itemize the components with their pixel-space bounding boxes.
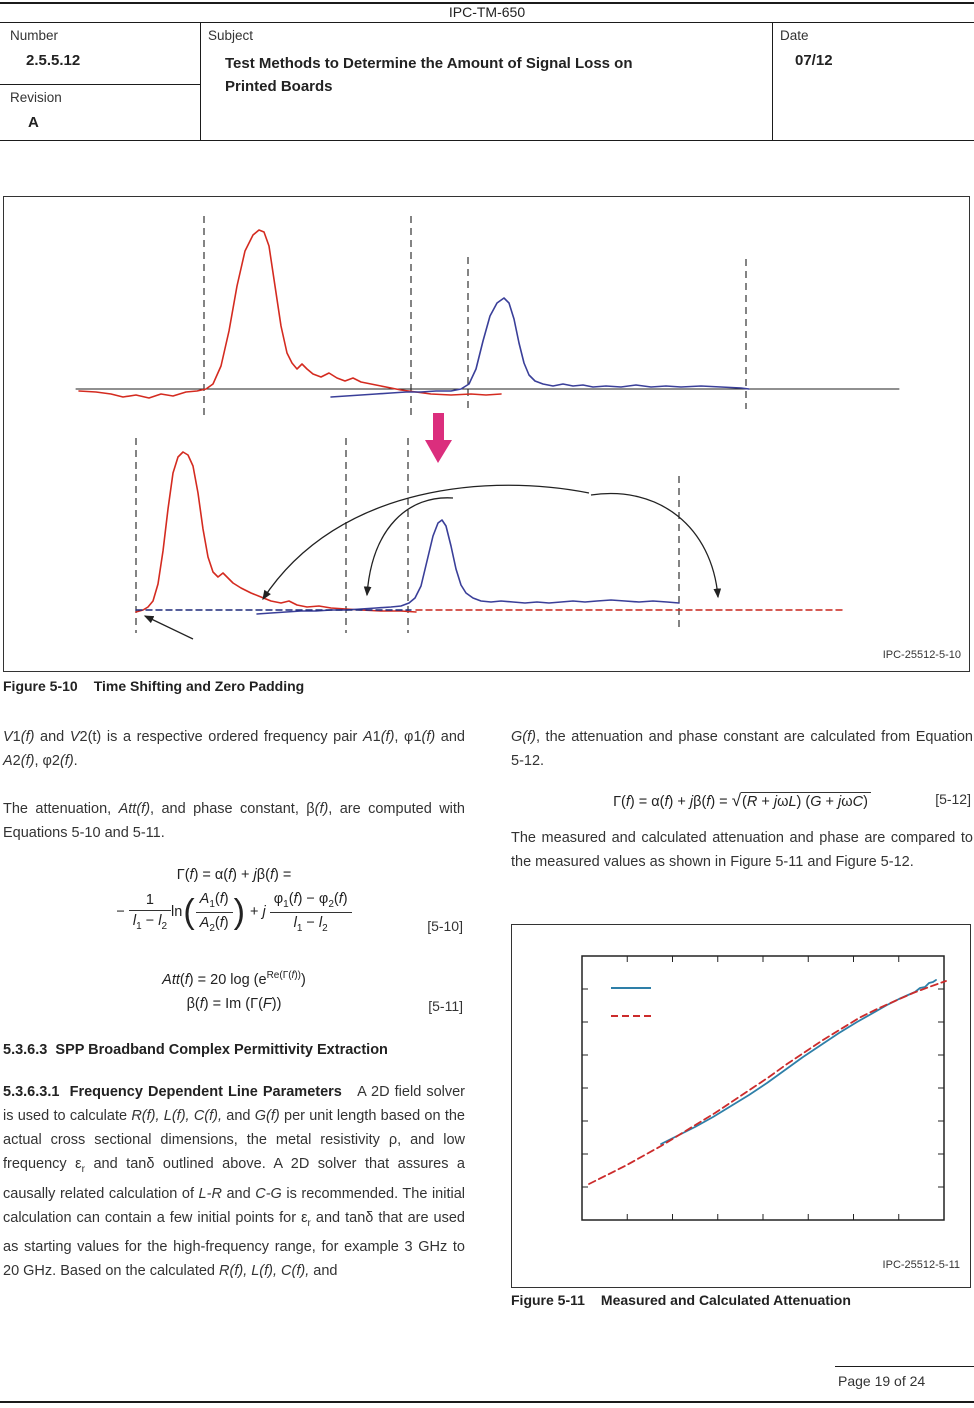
figure-5-10-box <box>3 196 970 672</box>
equation-5-11 <box>3 964 465 1016</box>
page-number: Page 19 of 24 <box>838 1373 926 1389</box>
paragraph-gf: G(f), the attenuation and phase constant are calculated from Equation 5-12. <box>511 729 973 769</box>
number-value: 2.5.5.12 <box>26 52 81 69</box>
figure-5-10-watermark: IPC-25512-5-10 <box>882 649 961 661</box>
figure-5-11-watermark: IPC-25512-5-11 <box>882 1259 960 1271</box>
time-shift-arrow <box>425 413 452 463</box>
subject-label: Subject <box>208 28 254 43</box>
page-bottom-rule <box>0 1401 974 1403</box>
paragraph-line-parameters <box>3 1080 465 1284</box>
footer-rule <box>835 1366 974 1367</box>
equation-5-12 <box>511 789 973 814</box>
shift-arc-middle <box>367 498 453 595</box>
shift-arc-left <box>263 485 589 599</box>
revision-value: A <box>28 114 39 131</box>
figure-5-11-caption <box>511 1292 851 1308</box>
header-divider-right <box>772 22 773 140</box>
header-title-rule <box>0 22 974 23</box>
figure-5-10-caption-title: Time Shifting and Zero Padding <box>93 678 305 694</box>
figure-5-10-caption <box>3 678 304 694</box>
equation-5-12-line1: Γ(f) = α(f) + jβ(f) = √(R + jωL) (G + jωC) <box>511 789 973 814</box>
date-label: Date <box>780 28 809 43</box>
paragraph-line-parameters-text: A 2D field solver is used to calculate R(f), L(f), C(f), and G(f) per unit length based on the actual cross sectional dimensions, the metal resistivity ρ, and low frequency $\varepsilon_r$ and tanδ outlined above. A 2D solver that assures a causally related calculation of L-R and C-G is recommended. The initial calculation can contain a few initial points for $\varepsilon_r$ and tanδ that are used as starting values for the high-frequency range, for example 3 GHz to 20 GHz. Based on the calculated R(f), L(f), C(f), and <box>3 1083 466 1280</box>
number-label: Number <box>10 28 59 43</box>
figure-5-11-caption-label: Figure 5-11 <box>511 1292 585 1308</box>
red-pulse-top <box>79 230 501 398</box>
subject-line-2: Printed Boards <box>225 78 333 95</box>
equation-5-10-line1: Γ(f) = α(f) + jβ(f) = <box>176 867 292 883</box>
blue-pulse-bottom <box>257 520 679 614</box>
measured-attenuation <box>661 980 936 1144</box>
shift-arc-right <box>591 494 718 597</box>
equation-5-11-tag: [5-11] <box>428 997 463 1014</box>
plot-frame <box>582 956 944 1220</box>
equation-5-10-tag: [5-10] <box>427 917 463 934</box>
paragraph-attenuation: The attenuation, Att(f), and phase constant, β(f), are computed with Equations 5-10 and 5-11. <box>3 801 465 841</box>
equation-5-12-tag: [5-12] <box>935 791 971 807</box>
section-heading-5-3-6-3-1: 5.3.6.3.1 Frequency Dependent Line Parameters <box>3 1083 342 1100</box>
section-heading-5-3-6-3: 5.3.6.3 SPP Broadband Complex Permittivity Extraction <box>3 1041 388 1058</box>
left-column <box>3 718 465 1283</box>
red-pulse-bottom <box>136 452 416 612</box>
figure-5-10-caption-label: Figure 5-10 <box>3 678 78 694</box>
figure-5-11-caption-title: Measured and Calculated Attenuation <box>600 1292 851 1308</box>
blue-pulse-top <box>331 298 749 397</box>
header-divider-left <box>200 22 201 140</box>
equation-5-10 <box>3 863 465 938</box>
right-column <box>511 718 973 874</box>
figure-5-10-chart <box>4 197 969 671</box>
date-value: 07/12 <box>795 52 833 69</box>
subject-line-1: Test Methods to Determine the Amount of Signal Loss on <box>225 55 633 72</box>
header-bottom-rule <box>0 140 974 141</box>
equation-5-10-line2: − $\frac{1}{l_1 - l_2}$ ln( $\frac{A_1(f)}{A_2(f)}$ ) + j $\frac{\varphi_1(f) - \varphi_2(f)}{l_1 - l_2}$ <box>3 887 465 938</box>
document-title: IPC-TM-650 <box>448 4 526 20</box>
subject-value <box>225 52 765 98</box>
figure-5-11-box <box>511 924 971 1288</box>
equation-5-11-line2: β(f) = Im (Γ(F)) <box>186 995 282 1012</box>
header-number-revision-rule <box>0 84 200 85</box>
figure-5-11-chart <box>512 925 970 1287</box>
equation-5-11-line1: Att(f) = 20 $\log (e^{Re(\Gamma(f))})$ <box>162 969 306 988</box>
origin-arrow <box>145 616 193 639</box>
paragraph-comparison: The measured and calculated attenuation and phase are compared to the measured values as shown in Figure 5-11 and Figure 5-12. <box>511 830 973 870</box>
paragraph-v1v2: V1(f) and V2(t) is a respective ordered frequency pair A1(f), φ1(f) and A2(f), φ2(f). <box>3 729 466 769</box>
revision-label: Revision <box>10 90 62 105</box>
